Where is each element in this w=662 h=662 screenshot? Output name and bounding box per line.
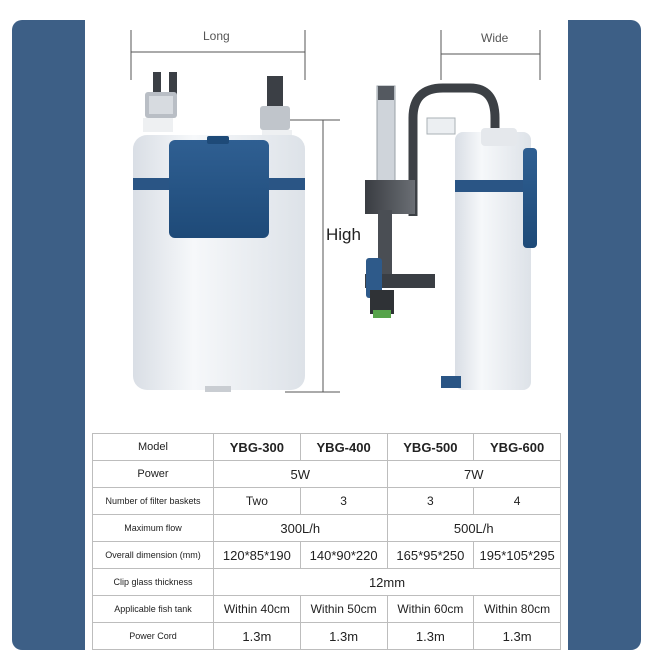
table-cell: 1.3m — [474, 623, 561, 650]
long-label: Long — [203, 29, 230, 43]
table-cell: Within 60cm — [387, 596, 474, 623]
table-cell: Within 80cm — [474, 596, 561, 623]
product-illustration — [85, 20, 568, 430]
table-row — [93, 596, 561, 623]
table-row — [93, 461, 561, 488]
table-cell: 140*90*220 — [300, 542, 387, 569]
power-value-right: 7W — [387, 461, 561, 488]
table-row — [93, 569, 561, 596]
clip-glass-label: Clip glass thickness — [93, 569, 214, 596]
clip-glass-value: 12mm — [214, 569, 561, 596]
table-row — [93, 542, 561, 569]
table-cell: 3 — [300, 488, 387, 515]
spec-table — [92, 433, 561, 650]
high-label: High — [326, 225, 361, 244]
filter-side-view — [365, 86, 537, 390]
table-cell: 195*105*295 — [474, 542, 561, 569]
wide-label: Wide — [481, 31, 509, 45]
table-row — [93, 488, 561, 515]
max-flow-label: Maximum flow — [93, 515, 214, 542]
table-cell: Within 50cm — [300, 596, 387, 623]
fish-tank-label: Applicable fish tank — [93, 596, 214, 623]
model-ybg-600: YBG-600 — [474, 434, 561, 461]
overall-dimension-label: Overall dimension (mm) — [93, 542, 214, 569]
table-cell: 165*95*250 — [387, 542, 474, 569]
product-panel — [85, 20, 568, 650]
table-cell: 3 — [387, 488, 474, 515]
model-ybg-400: YBG-400 — [300, 434, 387, 461]
table-cell: 4 — [474, 488, 561, 515]
model-ybg-500: YBG-500 — [387, 434, 474, 461]
filter-front-view — [133, 72, 305, 392]
filter-baskets-label: Number of filter baskets — [93, 488, 214, 515]
model-ybg-300: YBG-300 — [214, 434, 301, 461]
power-value-left: 5W — [214, 461, 388, 488]
power-label: Power — [93, 461, 214, 488]
table-cell: 1.3m — [214, 623, 301, 650]
table-cell: Within 40cm — [214, 596, 301, 623]
model-header-label: Model — [93, 434, 214, 461]
table-cell: Two — [214, 488, 301, 515]
table-row — [93, 623, 561, 650]
table-cell: 120*85*190 — [214, 542, 301, 569]
power-cord-label: Power Cord — [93, 623, 214, 650]
max-flow-value-right: 500L/h — [387, 515, 561, 542]
max-flow-value-left: 300L/h — [214, 515, 388, 542]
table-cell: 1.3m — [300, 623, 387, 650]
table-cell: 1.3m — [387, 623, 474, 650]
table-row — [93, 515, 561, 542]
table-row — [93, 434, 561, 461]
